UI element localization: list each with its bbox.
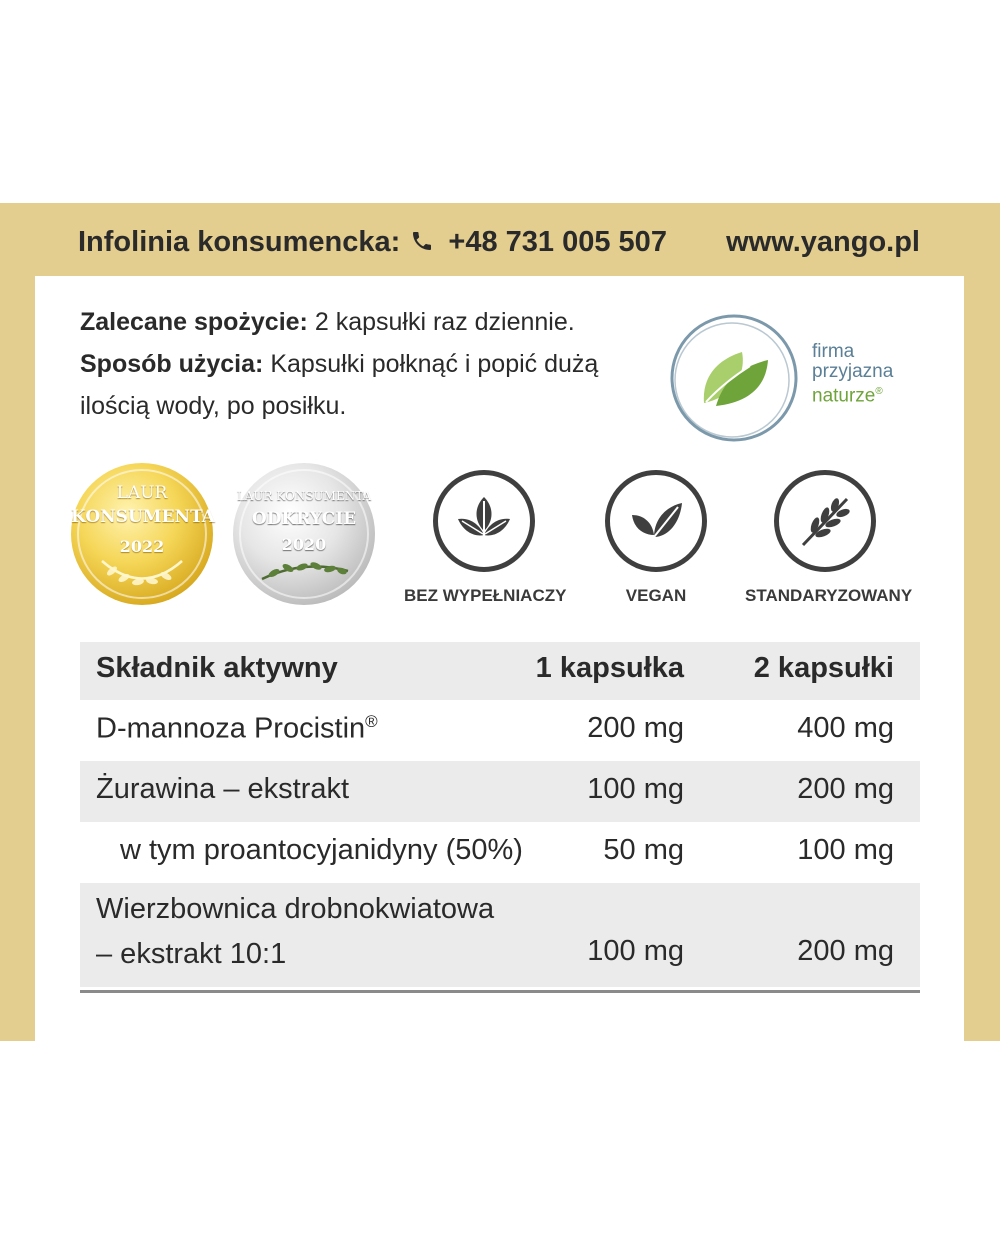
usage-method-cont: ilością wody, po posiłku. — [80, 392, 347, 420]
ingredient-name: w tym proantocyjanidyny (50%) — [120, 834, 523, 866]
medal-gold-line2: KONSUMENTA — [71, 507, 215, 527]
medal-silver-line1: LAUR KONSUMENTA — [236, 489, 372, 503]
eco-line1: firma — [812, 341, 855, 362]
table-row — [80, 822, 920, 883]
standardized-badge — [745, 470, 913, 606]
ingredient-name: D-mannoza Procistin® — [96, 712, 378, 745]
eco-line2: przyjazna — [812, 361, 894, 382]
header-two-capsules: 2 kapsułki — [753, 652, 894, 684]
method-label: Sposób użycia: — [80, 350, 264, 378]
consumer-hotline-bar — [78, 222, 920, 266]
medal-silver-line3: 2020 — [281, 535, 327, 554]
usage-method — [80, 350, 598, 379]
no-filler-label: BEZ WYPEŁNIACZY — [404, 586, 567, 605]
eco-text — [812, 342, 893, 406]
laur-konsumenta-odkrycie-2020-medal — [233, 463, 375, 605]
medal-gold-line1: LAUR — [116, 483, 168, 503]
website-link[interactable]: www.yango.pl — [726, 226, 920, 258]
vegan-badge — [576, 470, 736, 606]
hotline-label: Infolinia konsumencka: — [78, 226, 401, 258]
no-filler-badge — [404, 470, 567, 606]
one-capsule-value: 50 mg — [603, 834, 684, 866]
dose-label: Zalecane spożycie: — [80, 308, 308, 336]
header-ingredient: Składnik aktywny — [96, 652, 338, 684]
two-capsules-value: 200 mg — [797, 935, 894, 967]
table-bottom-rule — [80, 990, 920, 993]
hotline — [78, 226, 667, 259]
table-header-row — [80, 642, 920, 700]
phone-number: +48 731 005 507 — [448, 226, 667, 258]
method-text: Kapsułki połknąć i popić dużą — [270, 350, 599, 378]
standardized-label: STANDARYZOWANY — [745, 586, 913, 605]
olive-branch-icon — [254, 549, 354, 589]
eco-friendly-badge — [664, 308, 924, 448]
phone-icon — [410, 229, 434, 253]
ingredient-name: Wierzbownica drobnokwiatowa – ekstrakt 10:1 — [96, 893, 495, 970]
one-capsule-value: 100 mg — [587, 773, 684, 805]
vegan-label: VEGAN — [625, 586, 687, 605]
laur-konsumenta-2022-medal — [71, 463, 213, 605]
ingredient-name: Żurawina – ekstrakt — [96, 773, 350, 805]
recommended-dose — [80, 308, 575, 337]
dose-text: 2 kapsułki raz dziennie. — [314, 308, 575, 336]
two-capsules-value: 400 mg — [797, 712, 894, 744]
three-leaves-icon — [452, 489, 516, 553]
table-row — [80, 883, 920, 987]
vegan-leaf-icon — [624, 489, 688, 553]
leaf-icon — [664, 308, 804, 448]
medal-gold-line3: 2022 — [119, 537, 165, 556]
ingredients-table — [80, 642, 920, 987]
one-capsule-value: 100 mg — [587, 935, 684, 967]
one-capsule-value: 200 mg — [587, 712, 684, 744]
two-capsules-value: 100 mg — [797, 834, 894, 866]
laurel-icon — [92, 551, 192, 591]
medal-silver-line2: ODKRYCIE — [251, 509, 357, 529]
table-row — [80, 700, 920, 761]
header-one-capsule: 1 kapsułka — [535, 652, 684, 684]
herb-branch-icon — [793, 489, 857, 553]
eco-line3: naturze® — [812, 385, 883, 407]
two-capsules-value: 200 mg — [797, 773, 894, 805]
table-row — [80, 761, 920, 822]
